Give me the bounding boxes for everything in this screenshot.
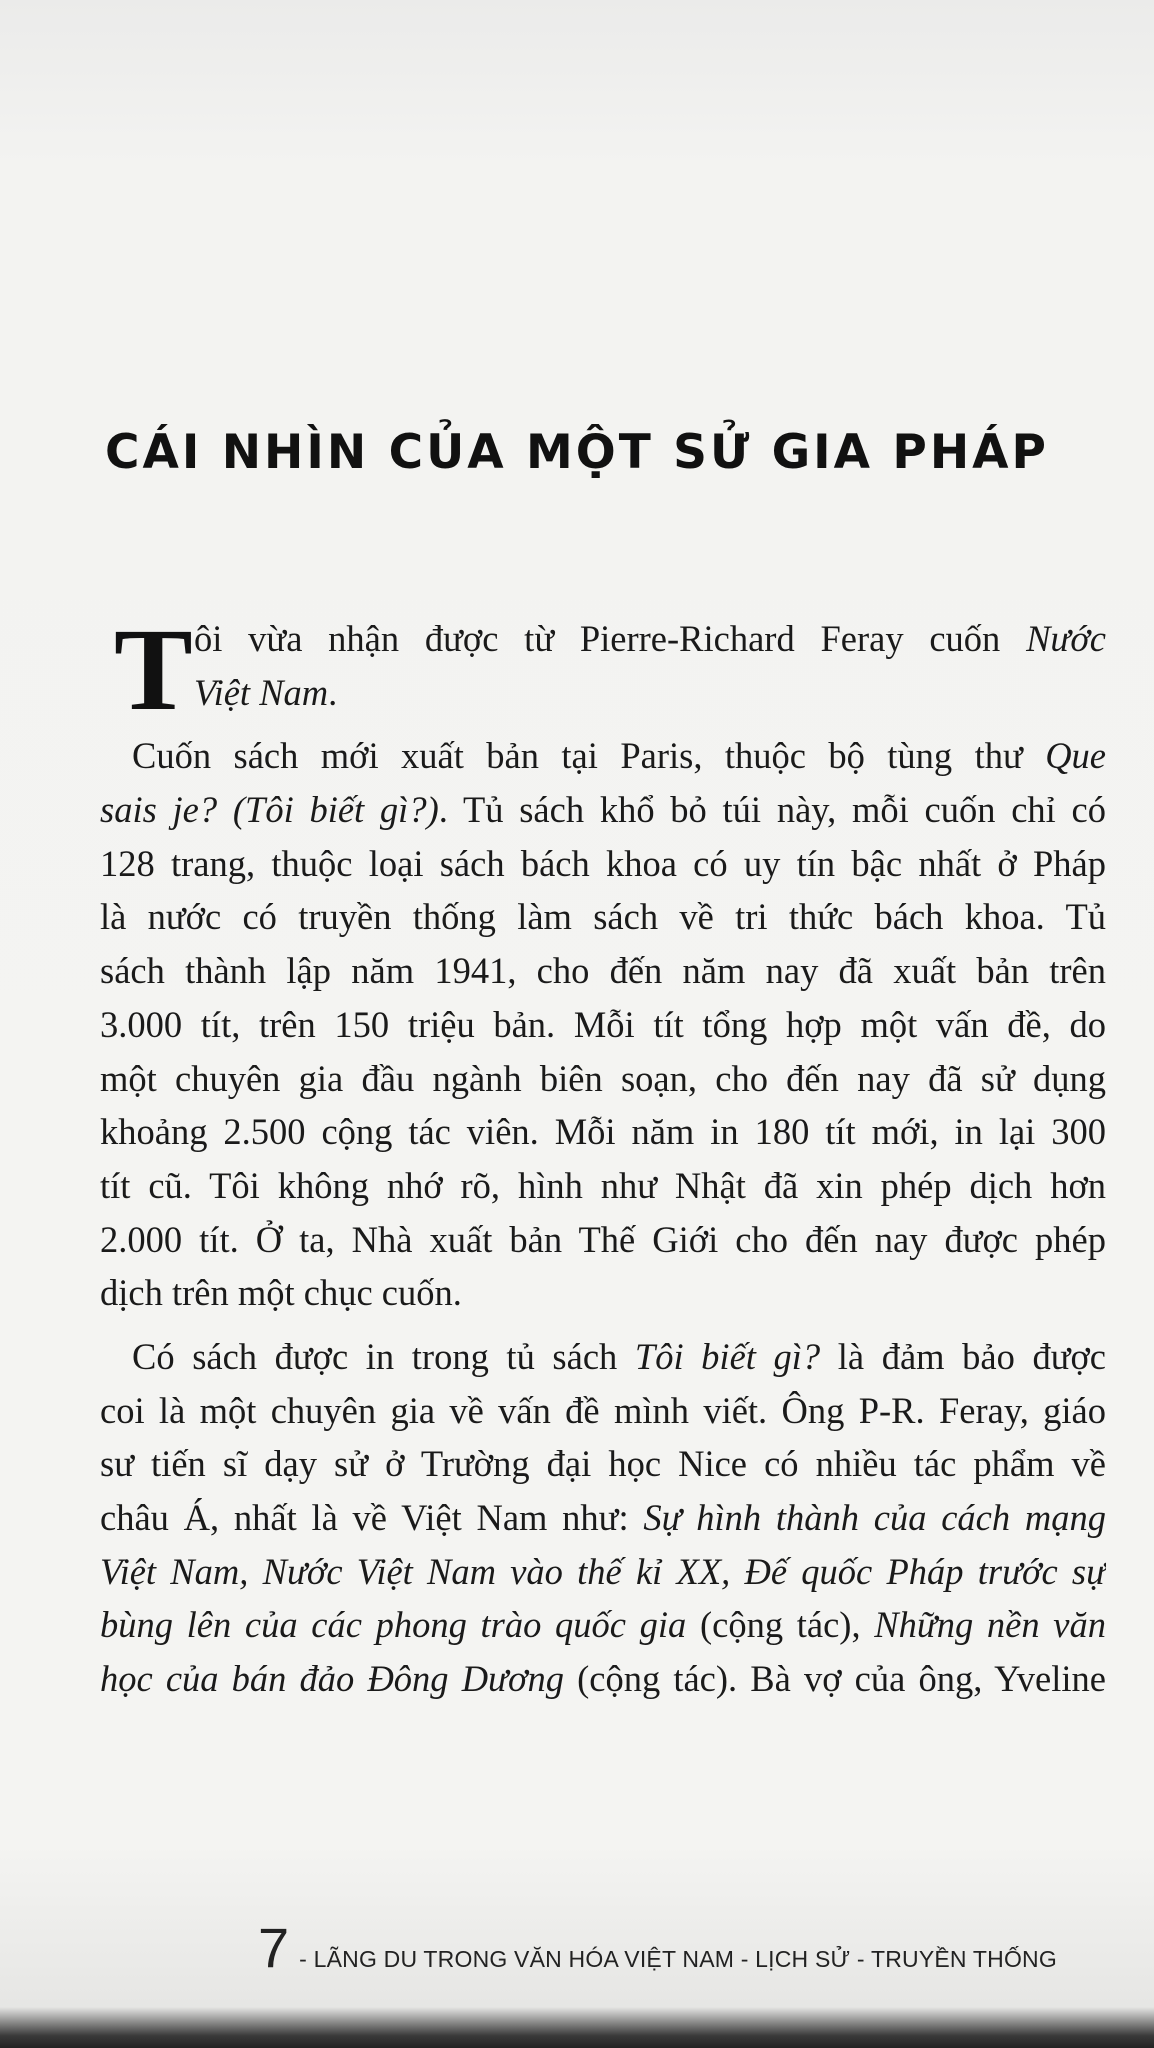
text-run: tít cũ. Tôi không nhớ rõ, hình như Nhật đã xin phép dịch hơn bbox=[100, 1164, 1106, 1206]
text-run: dịch trên một chục cuốn. bbox=[100, 1272, 462, 1314]
text-line bbox=[100, 1598, 1106, 1652]
chapter-title: CÁI NHÌN CỦA MỘT SỬ GIA PHÁP bbox=[105, 425, 1049, 480]
text-run: (cộng tác). Bà vợ của ông, Yveline bbox=[563, 1658, 1106, 1700]
text-line bbox=[100, 612, 1106, 666]
text-line bbox=[100, 1384, 1106, 1438]
text-run: sư tiến sĩ dạy sử ở Trường đại học Nice có nhiều tác phẩm về bbox=[100, 1443, 1106, 1485]
italic-text: Que bbox=[1045, 735, 1106, 777]
text-run: là nước có truyền thống làm sách về tri thức bách khoa. Tủ bbox=[100, 896, 1106, 938]
italic-text: Nước bbox=[1026, 618, 1106, 659]
text-run: khoảng 2.500 cộng tác viên. Mỗi năm in 180 tít mới, in lại 300 bbox=[100, 1111, 1106, 1153]
page-footer bbox=[258, 1915, 1057, 1980]
text-run: một chuyên gia đầu ngành biên soạn, cho đến nay đã sử dụng bbox=[100, 1057, 1106, 1099]
text-run: 128 trang, thuộc loại sách bách khoa có uy tín bậc nhất ở Pháp bbox=[100, 842, 1106, 884]
text-line bbox=[100, 1491, 1106, 1545]
text-run: ôi vừa nhận được từ Pierre-Richard Feray cuốn bbox=[194, 618, 1027, 659]
italic-text: bùng lên của các phong trào quốc gia bbox=[100, 1604, 687, 1646]
text-run: . bbox=[328, 671, 338, 713]
text-line bbox=[100, 783, 1106, 837]
paragraph bbox=[100, 604, 1106, 735]
italic-text: sais je? (Tôi biết gì?) bbox=[100, 789, 439, 831]
text-line bbox=[100, 890, 1106, 944]
paragraph bbox=[100, 1330, 1106, 1706]
italic-text: Những nền văn bbox=[874, 1604, 1106, 1646]
italic-text: học của bán đảo Đông Dương bbox=[100, 1658, 564, 1700]
text-line bbox=[100, 666, 1106, 720]
text-line bbox=[100, 729, 1106, 783]
text-line bbox=[100, 1159, 1106, 1213]
italic-text: Việt Nam bbox=[194, 671, 329, 713]
text-line bbox=[100, 837, 1106, 891]
text-run: Cuốn sách mới xuất bản tại Paris, thuộc bộ tùng thư bbox=[132, 735, 1046, 777]
text-run: Có sách được in trong tủ sách bbox=[132, 1335, 635, 1377]
text-line bbox=[100, 1105, 1106, 1159]
running-title: - LÃNG DU TRONG VĂN HÓA VIỆT NAM - LỊCH SỬ - TRUYỀN THỐNG bbox=[299, 1946, 1057, 1972]
text-run: 3.000 tít, trên 150 triệu bản. Mỗi tít tổng hợp một vấn đề, do bbox=[100, 1003, 1106, 1045]
text-line bbox=[100, 1545, 1106, 1599]
text-run: sách thành lập năm 1941, cho đến năm nay đã xuất bản trên bbox=[100, 950, 1106, 992]
paragraph bbox=[100, 729, 1106, 1320]
italic-text: Việt Nam, Nước Việt Nam vào thế kỉ XX, Đế quốc Pháp trước sự bbox=[100, 1550, 1106, 1592]
italic-text: Sự hình thành của cách mạng bbox=[643, 1497, 1106, 1538]
text-run: châu Á, nhất là về Việt Nam như: bbox=[100, 1497, 644, 1538]
text-run: coi là một chuyên gia về vấn đề mình viết. Ông P-R. Feray, giáo bbox=[100, 1389, 1106, 1431]
text-run: . Tủ sách khổ bỏ túi này, mỗi cuốn chỉ có bbox=[438, 789, 1106, 831]
text-run: 2.000 tít. Ở ta, Nhà xuất bản Thế Giới cho đến nay được phép bbox=[100, 1218, 1106, 1260]
text-line bbox=[100, 1052, 1106, 1106]
text-line bbox=[100, 998, 1106, 1052]
text-line bbox=[100, 1330, 1106, 1384]
text-line bbox=[100, 1213, 1106, 1267]
drop-cap: T bbox=[114, 604, 193, 735]
body-text bbox=[100, 604, 1106, 1716]
text-line bbox=[100, 1437, 1106, 1491]
italic-text: Tôi biết gì? bbox=[634, 1335, 821, 1377]
text-line bbox=[100, 1266, 1106, 1320]
text-run: (cộng tác), bbox=[686, 1604, 875, 1646]
text-line bbox=[100, 944, 1106, 998]
text-run: là đảm bảo được bbox=[820, 1335, 1106, 1377]
text-line bbox=[100, 1652, 1106, 1706]
page-number: 7 bbox=[258, 1916, 290, 1979]
